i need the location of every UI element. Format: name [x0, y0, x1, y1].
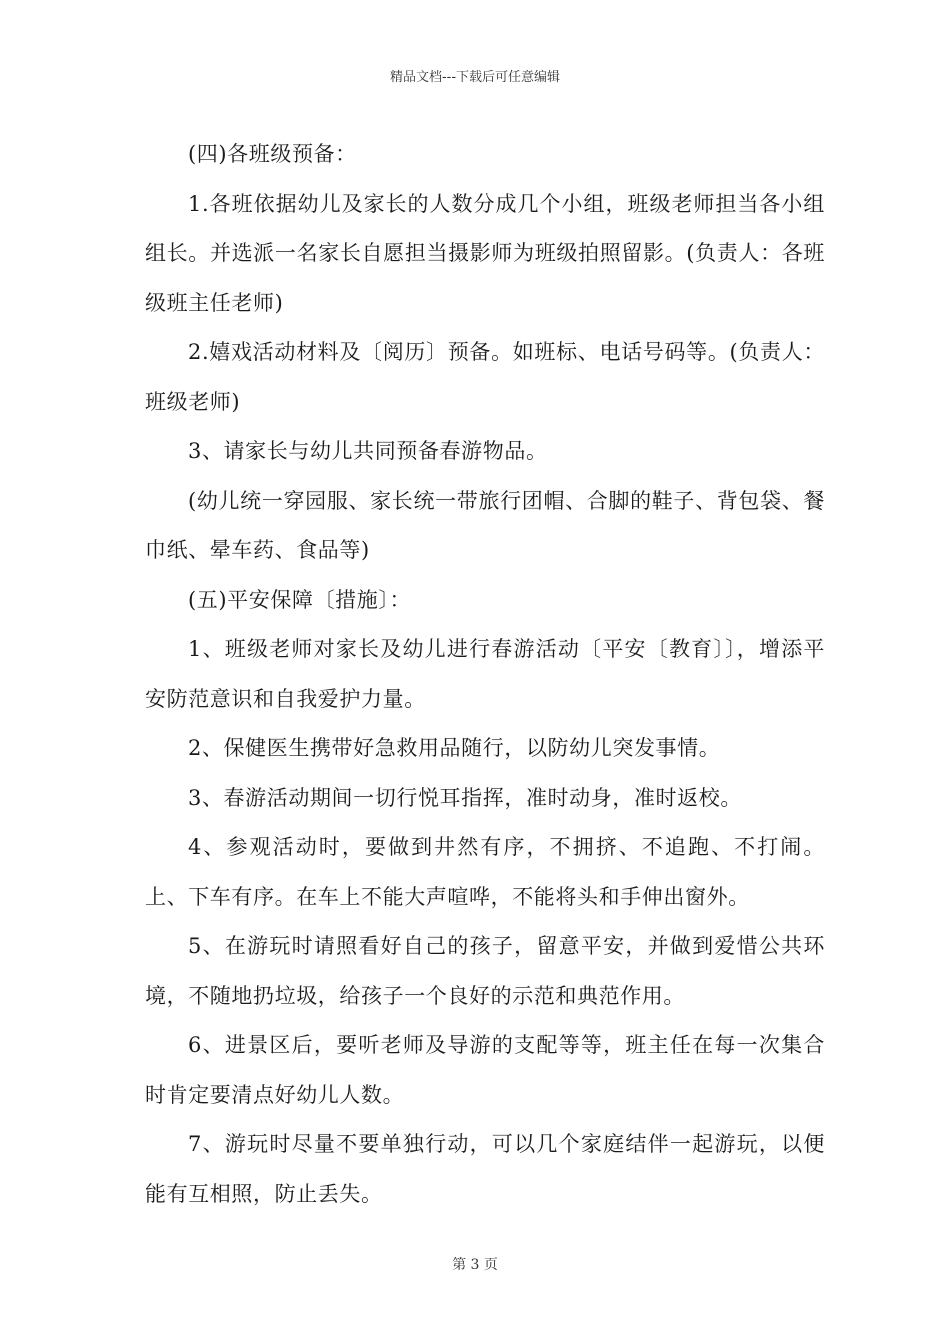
paragraph-headcount: 6、进景区后，要听老师及导游的支配等等，班主任在每一次集合时肯定要清点好幼儿人数。 [145, 1033, 825, 1107]
document-body [145, 130, 825, 1219]
paragraph-group-travel: 7、游玩时尽量不要单独行动，可以几个家庭结伴一起游玩，以便能有互相照，防止丢失。 [145, 1132, 825, 1206]
section-heading-safety: (五)平安保障〔措施〕： [188, 587, 412, 612]
paragraph-first-aid: 2、保健医生携带好急救用品随行，以防幼儿突发事情。 [188, 736, 721, 760]
paragraph-order: 4、参观活动时，要做到井然有序，不拥挤、不追跑、不打闹。上、下车有序。在车上不能大声喧哗，不能将头和手伸出窗外。 [145, 835, 825, 909]
page-header: 精品文档---下载后可任意编辑 [389, 70, 561, 85]
paragraph-materials: 2.嬉戏活动材料及〔阅历〕预备。如班标、电话号码等。(负责人：班级老师) [145, 340, 825, 414]
paragraph-grouping: 1.各班依据幼儿及家长的人数分成几个小组，班级老师担当各小组组长。并选派一名家长自愿担当摄影师为班级拍照留影。(负责人：各班级班主任老师) [145, 191, 825, 315]
paragraph-care: 5、在游玩时请照看好自己的孩子，留意平安，并做到爱惜公共环境，不随地扔垃圾，给孩子一个良好的示范和典范作用。 [145, 934, 825, 1008]
page-number: 第 3 页 [452, 1257, 498, 1273]
paragraph-safety-education: 1、班级老师对家长及幼儿进行春游活动〔平安〔教育〕〕，增添平安防范意识和自我爱护力量。 [145, 637, 825, 711]
paragraph-supplies: 3、请家长与幼儿共同预备春游物品。 [188, 439, 548, 463]
paragraph-schedule: 3、春游活动期间一切行悦耳指挥，准时动身，准时返校。 [188, 785, 742, 810]
paragraph-supplies-detail: (幼儿统一穿园服、家长统一带旅行团帽、合脚的鞋子、背包袋、餐巾纸、晕车药、食品等) [145, 488, 825, 562]
section-heading-class-preparation: (四)各班级预备： [188, 142, 357, 166]
